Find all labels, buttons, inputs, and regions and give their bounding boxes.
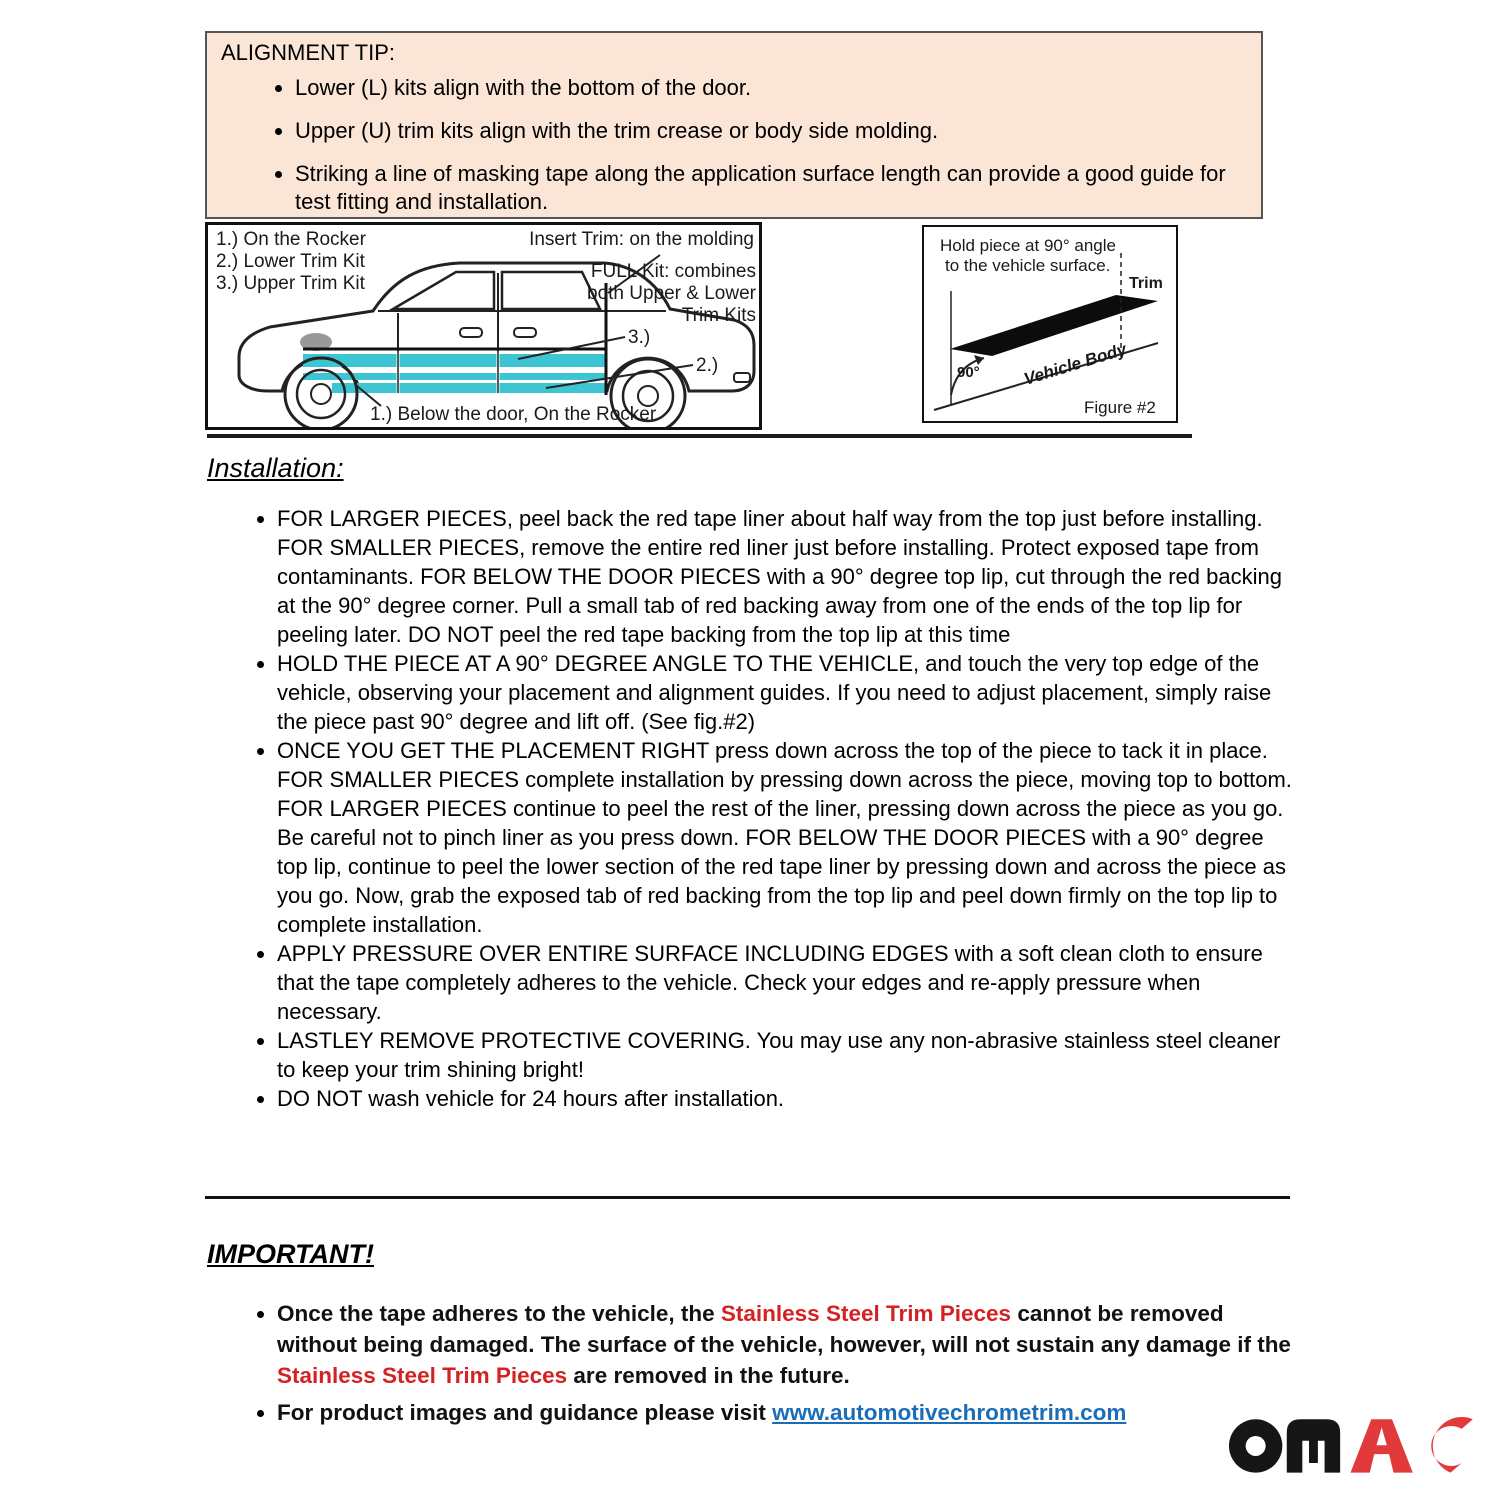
website-link[interactable]: www.automotivechrometrim.com — [772, 1400, 1127, 1425]
section-divider — [205, 1196, 1290, 1199]
installation-step: • DO NOT wash vehicle for 24 hours after installation. — [277, 1084, 1299, 1113]
installation-step: • HOLD THE PIECE AT A 90° DEGREE ANGLE TO THE VEHICLE, and touch the very top edge of the vehicle, observing your placement and alignment guides. If you need to adjust placement, simply raise the piece past 90° degree and lift off. (See fig.#2) — [277, 649, 1299, 736]
important-title: IMPORTANT! — [207, 1239, 374, 1269]
label-3: 3.) — [628, 327, 651, 348]
text-segment: are removed in the future. — [567, 1363, 850, 1388]
omac-logo — [1226, 1400, 1478, 1486]
installation-step: • FOR LARGER PIECES, peel back the red tape liner about half way from the top just before installing. FOR SMALLER PIECES, remove the entire red liner just before installing. Protect exposed tape from contaminants. FOR BELOW THE DOOR PIECES with a 90° degree top lip, cut through the red backing at the 90° degree corner. Pull a small tab of red backing away from one of the ends of the top lip for peeling later. DO NOT peel the red tape backing from the top lip at this time — [277, 504, 1299, 649]
car-legend-line-2: 2.) Lower Trim Kit — [216, 251, 365, 272]
installation-title: Installation: — [207, 453, 344, 483]
car-diagram-svg — [208, 225, 759, 427]
car-legend-line-3: 3.) Upper Trim Kit — [216, 273, 365, 294]
important-list — [231, 1298, 1307, 1434]
alignment-tip-item: • Lower (L) kits align with the bottom of the door. — [295, 74, 1255, 102]
full-kit-note-line-3: Trim Kits — [681, 305, 756, 326]
rear-window — [502, 272, 600, 309]
installation-list — [231, 504, 1299, 1113]
figure2-caption-line-2: to the vehicle surface. — [945, 256, 1111, 275]
text-segment: cannot be removed without being damaged. The surface of the vehicle, however, will not sustain any damage if the — [277, 1301, 1291, 1357]
omac-logo-red-letters — [1351, 1417, 1473, 1473]
figure-label: Figure #2 — [1084, 398, 1156, 417]
door-handle — [514, 328, 536, 337]
upper-trim-stripe — [303, 354, 606, 367]
alignment-tip-title: ALIGNMENT TIP: — [221, 40, 396, 65]
car-trim-diagram-box — [205, 222, 762, 430]
installation-step: • LASTLEY REMOVE PROTECTIVE COVERING. You may use any non-abrasive stainless steel cleaner to keep your trim shining bright! — [277, 1026, 1299, 1084]
figure2-caption-line-1: Hold piece at 90° angle — [940, 236, 1116, 255]
figure2-box — [922, 225, 1178, 423]
omac-logo-svg — [1226, 1400, 1478, 1486]
vehicle-body-label: Vehicle Body — [1021, 339, 1129, 389]
installation-step: • ONCE YOU GET THE PLACEMENT RIGHT press down across the top of the piece to tack it in place. FOR SMALLER PIECES complete installation by pressing down across the piece, moving top to bottom. FOR LARGER PIECES continue to peel the rest of the liner, pressing down across the piece as you go. Be careful not to pinch liner as you press down. FOR BELOW THE DOOR PIECES with a 90° degree top lip, continue to peel the lower section of the red tape liner by pressing down and across the piece as you go. Now, grab the exposed tab of red backing from the top lip and peel down firmly on the top lip to complete installation. — [277, 736, 1299, 939]
alignment-tip-item: • Upper (U) trim kits align with the trim crease or body side molding. — [295, 117, 1255, 145]
insert-trim-note: Insert Trim: on the molding — [529, 229, 754, 250]
text-segment: For product images and guidance please visit — [277, 1400, 773, 1425]
alignment-tip-list — [261, 74, 1255, 231]
omac-logo-black-letters — [1229, 1419, 1340, 1472]
rocker-note: 1.) Below the door, On the Rocker — [370, 404, 657, 425]
text-segment: Once the tape adheres to the vehicle, the — [277, 1301, 721, 1326]
figure2-svg — [924, 227, 1176, 421]
lower-trim-stripe — [303, 373, 606, 380]
label-2: 2.) — [696, 355, 719, 376]
car-legend-line-1: 1.) On the Rocker — [216, 229, 366, 250]
installation-step: • APPLY PRESSURE OVER ENTIRE SURFACE INCLUDING EDGES with a soft clean cloth to ensure that the tape completely adheres to the vehicle. Check your edges and re-apply pressure when necessary. — [277, 939, 1299, 1026]
alignment-tip-item: • Striking a line of masking tape along the application surface length can provide a good guide for test fitting and installation. — [295, 160, 1255, 216]
text-segment: Stainless Steel Trim Pieces — [277, 1363, 568, 1388]
alignment-tip-box — [205, 31, 1263, 219]
important-note — [277, 1397, 1307, 1428]
trim-piece — [950, 295, 1158, 356]
angle-label: 90° — [957, 364, 980, 381]
trim-stripes — [303, 283, 606, 395]
important-note — [277, 1298, 1307, 1391]
diagram-underline — [207, 434, 1192, 438]
full-kit-note-line-1: FULL Kit: combines — [590, 261, 756, 282]
full-kit-note-line-2: both Upper & Lower — [587, 283, 756, 304]
text-segment: Stainless Steel Trim Pieces — [720, 1301, 1012, 1326]
trim-label: Trim — [1129, 275, 1163, 292]
door-handle — [460, 328, 482, 337]
